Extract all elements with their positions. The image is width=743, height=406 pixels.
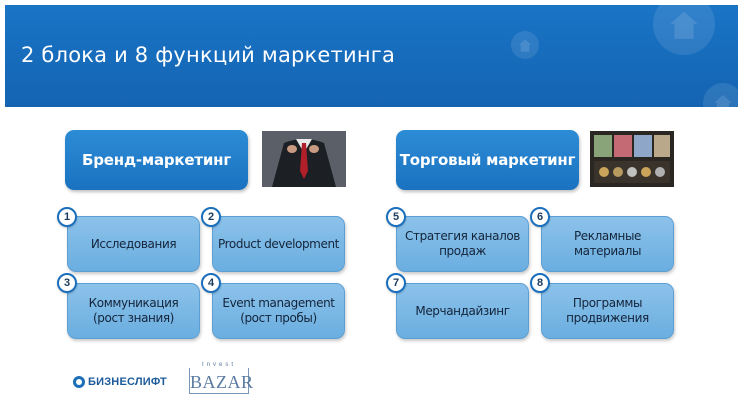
function-box-7 <box>396 283 529 339</box>
number-badge-4: 4 <box>201 273 221 293</box>
bizneslift-logo-icon <box>73 376 85 388</box>
cash-drawer-image <box>590 131 674 187</box>
house-deco-icon <box>703 83 738 107</box>
function-label: Коммуникация <box>88 296 179 310</box>
function-label: Event management <box>222 296 335 310</box>
bizneslift-logo-text: БИЗНЕСЛИФТ <box>88 376 167 388</box>
function-label: Исследования <box>90 236 177 251</box>
invest-bazar-logo <box>189 362 254 394</box>
function-box-4 <box>212 283 345 339</box>
number-badge-7: 7 <box>386 273 406 293</box>
function-box-6 <box>541 216 674 272</box>
house-deco-icon <box>653 5 715 55</box>
brand-marketing-title: Бренд-маркетинг <box>82 151 231 169</box>
function-label: Программы продвижения <box>566 296 649 325</box>
invest-bazar-logo-small: Invest <box>190 361 248 369</box>
page-title: 2 блока и 8 функций маркетинга <box>21 43 396 67</box>
function-sublabel: (рост пробы) <box>240 311 317 325</box>
invest-bazar-logo-main: BAZAR <box>190 372 254 392</box>
function-label: Product development <box>218 236 339 251</box>
function-box-1 <box>67 216 200 272</box>
house-deco-icon <box>511 31 539 59</box>
function-box-5 <box>396 216 529 272</box>
number-badge-3: 3 <box>57 273 77 293</box>
businessman-image <box>262 131 346 187</box>
function-box-8 <box>541 283 674 339</box>
brand-marketing-box <box>65 130 248 190</box>
function-label: Мерчандайзинг <box>415 303 510 318</box>
businessman-tie-photo <box>262 131 346 187</box>
trade-marketing-box <box>396 130 579 190</box>
function-box-2 <box>212 216 345 272</box>
function-box-3 <box>67 283 200 339</box>
number-badge-8: 8 <box>530 273 550 293</box>
number-badge-5: 5 <box>386 207 406 227</box>
function-label: Рекламные материалы <box>573 229 642 258</box>
header-banner <box>5 5 738 107</box>
number-badge-1: 1 <box>57 207 77 227</box>
cash-register-drawer-photo <box>590 131 674 187</box>
number-badge-2: 2 <box>201 207 221 227</box>
bizneslift-logo <box>73 376 167 388</box>
trade-marketing-title: Торговый маркетинг <box>399 151 576 169</box>
function-label: Стратегия каналов продаж <box>405 229 520 258</box>
number-badge-6: 6 <box>530 207 550 227</box>
function-sublabel: (рост знания) <box>93 311 174 325</box>
